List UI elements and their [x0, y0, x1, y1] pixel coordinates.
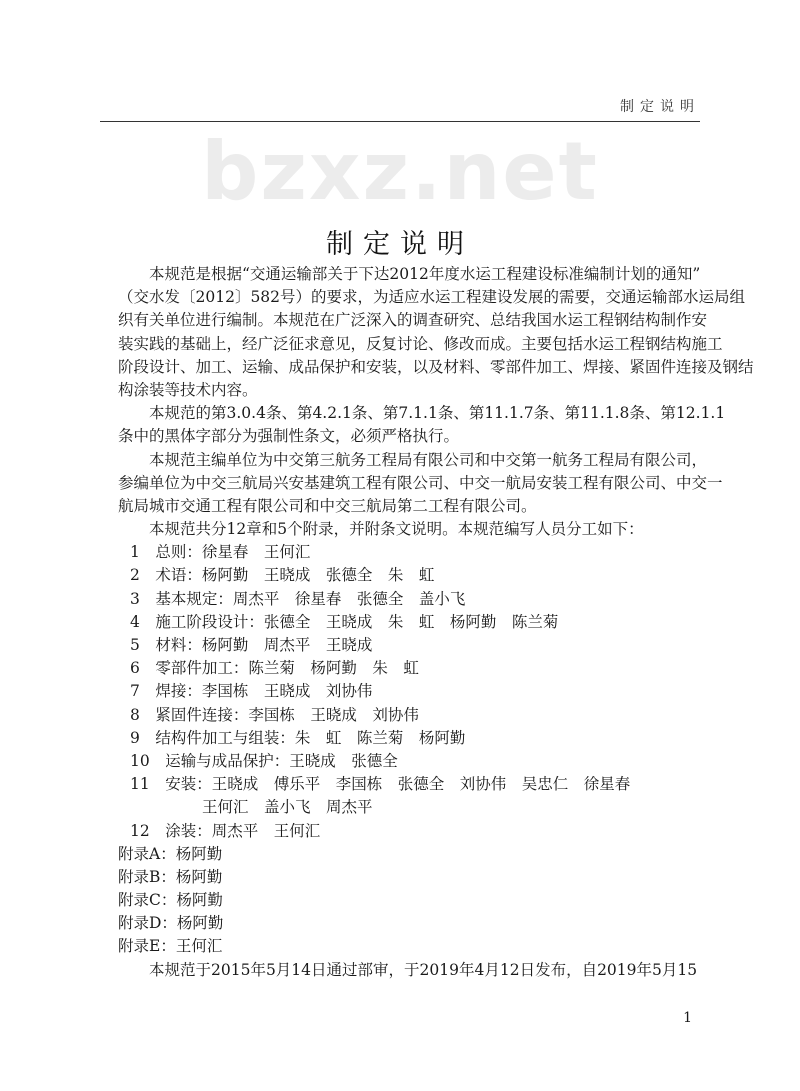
author-line: 4 施工阶段设计：张德全 王晓成 朱 虹 杨阿勤 陈兰菊	[130, 612, 559, 631]
author-line: 11 安装：王晓成 傅乐平 李国栋 张德全 刘协伟 吴忠仁 徐星春	[130, 775, 631, 794]
paragraph-line: （交水发〔2012〕582号）的要求，为适应水运工程建设发展的需要，交通运输部水运局组	[118, 288, 746, 307]
author-line: 9 结构件加工与组装：朱 虹 陈兰菊 杨阿勤	[130, 728, 466, 747]
header-rule	[100, 121, 700, 122]
paragraph-line: 构涂装等技术内容。	[118, 380, 258, 399]
paragraph-line: 本规范是根据“交通运输部关于下达2012年度水运工程建设标准编制计划的通知”	[118, 265, 701, 283]
closing-line: 本规范于2015年5月14日通过部审，于2019年4月12日发布，自2019年5月15	[118, 960, 698, 979]
appendix-line: 附录E：王何汇	[118, 937, 223, 956]
author-line-continued: 王何汇 盖小飞 周杰平	[202, 798, 373, 817]
paragraph-line: 阶段设计、加工、运输、成品保护和安装，以及材料、零部件加工、焊接、紧固件连接及钢结	[118, 357, 754, 376]
author-line: 1 总则：徐星春 王何汇	[130, 543, 311, 562]
appendix-line: 附录C：杨阿勤	[118, 891, 223, 910]
author-line: 7 焊接：李国栋 王晓成 刘协伟	[130, 682, 373, 701]
paragraph-line: 装实践的基础上，经广泛征求意见，反复讨论、修改而成。主要包括水运工程钢结构施工	[118, 334, 723, 353]
appendix-line: 附录A：杨阿勤	[118, 844, 223, 863]
paragraph-line: 本规范的第3.0.4条、第4.2.1条、第7.1.1条、第11.1.7条、第11.1.8条、第12.1.1	[118, 404, 726, 423]
appendix-line: 附录D：杨阿勤	[118, 914, 224, 933]
author-line: 8 紧固件连接：李国栋 王晓成 刘协伟	[130, 705, 419, 724]
paragraph-line: 本规范主编单位为中交第三航务工程局有限公司和中交第一航务工程局有限公司，	[118, 450, 708, 469]
paragraph-line: 本规范共分12章和5个附录，并附条文说明。本规范编写人员分工如下：	[118, 520, 644, 539]
author-line: 3 基本规定：周杰平 徐星春 张德全 盖小飞	[130, 589, 466, 608]
body-text	[118, 263, 754, 982]
watermark: bzxz.net	[201, 125, 599, 218]
paragraph-line: 织有关单位进行编制。本规范在广泛深入的调查研究、总结我国水运工程钢结构制作安	[118, 311, 708, 330]
running-header: 制定说明	[620, 99, 700, 115]
page-number: 1	[683, 1010, 692, 1026]
paragraph-line: 参编单位为中交三航局兴安基建筑工程有限公司、中交一航局安装工程有限公司、中交一	[118, 473, 723, 492]
author-line: 12 涂装：周杰平 王何汇	[130, 821, 321, 840]
appendix-line: 附录B：杨阿勤	[118, 867, 223, 886]
author-line: 5 材料：杨阿勤 周杰平 王晓成	[130, 636, 373, 654]
page-title: 制定说明	[326, 229, 474, 260]
paragraph-line: 条中的黑体字部分为强制性条文，必须严格执行。	[118, 427, 460, 446]
author-line: 2 术语：杨阿勤 王晓成 张德全 朱 虹	[130, 566, 435, 585]
paragraph-line: 航局城市交通工程有限公司和中交三航局第二工程有限公司。	[118, 496, 537, 515]
author-line: 10 运输与成品保护：王晓成 张德全	[130, 751, 398, 770]
author-line: 6 零部件加工：陈兰菊 杨阿勤 朱 虹	[130, 659, 419, 678]
